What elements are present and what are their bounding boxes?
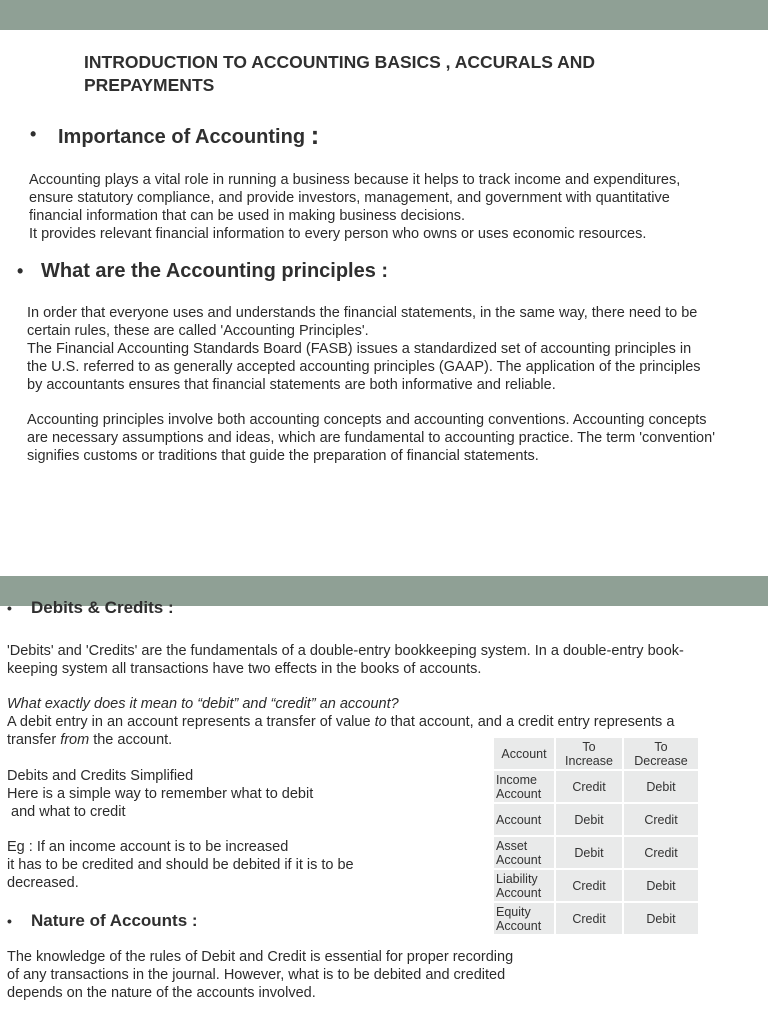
text-line: transfer from the account. [7, 732, 173, 748]
table-cell-decrease: Debit [624, 903, 698, 934]
table-row [494, 771, 698, 802]
bullet-icon: • [17, 261, 24, 281]
table-cell-account: Equity Account [494, 903, 554, 934]
table-cell-account: Asset Account [494, 837, 554, 868]
text-line: Eg : If an income account is to be increased [7, 839, 289, 855]
definition-question: What exactly does it mean to “debit” and “credit” an account? [7, 696, 399, 712]
page-title: INTRODUCTION TO ACCOUNTING BASICS , ACCURALS AND PREPAYMENTS [84, 52, 596, 95]
table-cell-account: Account [494, 804, 554, 835]
nature-of-accounts-paragraph [7, 948, 513, 1002]
text-line: and what to credit [7, 804, 126, 820]
debits-credits-intro [7, 642, 684, 678]
principles-paragraph-1 [27, 304, 701, 394]
heading-importance-text: Importance of Accounting [58, 126, 306, 148]
text-line: by accountants ensures that financial statements are both informative and reliable. [27, 377, 556, 393]
debit-credit-rules-table [492, 736, 700, 936]
text-line: certain rules, these are called 'Accounting Principles'. [27, 323, 369, 339]
text-line: decreased. [7, 875, 79, 891]
table-cell-account: Income Account [494, 771, 554, 802]
table-header-cell: Account [494, 738, 554, 769]
text-line: ensure statutory compliance, and provide investors, management, and government with quantitative [29, 190, 670, 206]
text-line: financial information that can be used in making business decisions. [29, 208, 466, 224]
table-cell-decrease: Debit [624, 771, 698, 802]
debits-credits-simplified [7, 767, 313, 821]
table-header-row [494, 738, 698, 769]
text-line: It provides relevant financial information to every person who owns or uses economic resources. [29, 226, 647, 242]
table-cell-account: Liability Account [494, 870, 554, 901]
text-line: Accounting principles involve both accounting concepts and accounting conventions. Accounting concepts [27, 412, 707, 428]
heading-importance-colon: : [310, 120, 320, 150]
text-line: A debit entry in an account represents a transfer of value to that account, and a credit entry represents a [7, 714, 675, 730]
text-line: Debits and Credits Simplified [7, 768, 194, 784]
text-line: Here is a simple way to remember what to debit [7, 786, 314, 802]
table-cell-increase: Credit [556, 771, 622, 802]
text-line: keeping system all transactions have two effects in the books of accounts. [7, 661, 482, 677]
table-row [494, 903, 698, 934]
table-cell-decrease: Credit [624, 804, 698, 835]
table-cell-decrease: Debit [624, 870, 698, 901]
bullet-icon: • [7, 913, 12, 929]
text-line: signifies customs or traditions that guide the preparation of financial statements. [27, 448, 539, 464]
table-cell-increase: Credit [556, 870, 622, 901]
heading-debits-credits-text: Debits & Credits : [31, 598, 174, 617]
text-line: the U.S. referred to as generally accepted accounting principles (GAAP). The application of the principles [27, 359, 701, 375]
text-line: The knowledge of the rules of Debit and Credit is essential for proper recording [7, 949, 514, 965]
principles-paragraph-2 [27, 411, 715, 465]
text-line: Accounting plays a vital role in running a business because it helps to track income and expenditures, [29, 172, 681, 188]
text-line: are necessary assumptions and ideas, which are fundamental to accounting practice. The term 'convention' [27, 430, 715, 446]
importance-paragraph [29, 171, 680, 243]
text-line: it has to be credited and should be debited if it is to be [7, 857, 354, 873]
top-header-band [0, 0, 768, 30]
text-line: The Financial Accounting Standards Board (FASB) issues a standardized set of accounting principles in [27, 341, 692, 357]
table-row [494, 804, 698, 835]
table-row [494, 837, 698, 868]
table-header-cell: To Increase [556, 738, 622, 769]
text-line: 'Debits' and 'Credits' are the fundamentals of a double-entry bookkeeping system. In a double-entry book- [7, 643, 684, 659]
heading-principles-text: What are the Accounting principles : [41, 260, 389, 282]
text-line: In order that everyone uses and understands the financial statements, in the same way, there need to be [27, 305, 698, 321]
table-cell-increase: Debit [556, 804, 622, 835]
heading-nature-text: Nature of Accounts : [31, 911, 198, 930]
income-account-example [7, 838, 354, 892]
table-cell-decrease: Credit [624, 837, 698, 868]
table-row [494, 870, 698, 901]
table-header-cell: To Decrease [624, 738, 698, 769]
text-line: depends on the nature of the accounts involved. [7, 985, 316, 1001]
table-cell-increase: Debit [556, 837, 622, 868]
table-cell-increase: Credit [556, 903, 622, 934]
bullet-icon: • [7, 600, 12, 616]
text-line: of any transactions in the journal. However, what is to be debited and credited [7, 967, 506, 983]
bullet-icon: • [30, 124, 37, 144]
